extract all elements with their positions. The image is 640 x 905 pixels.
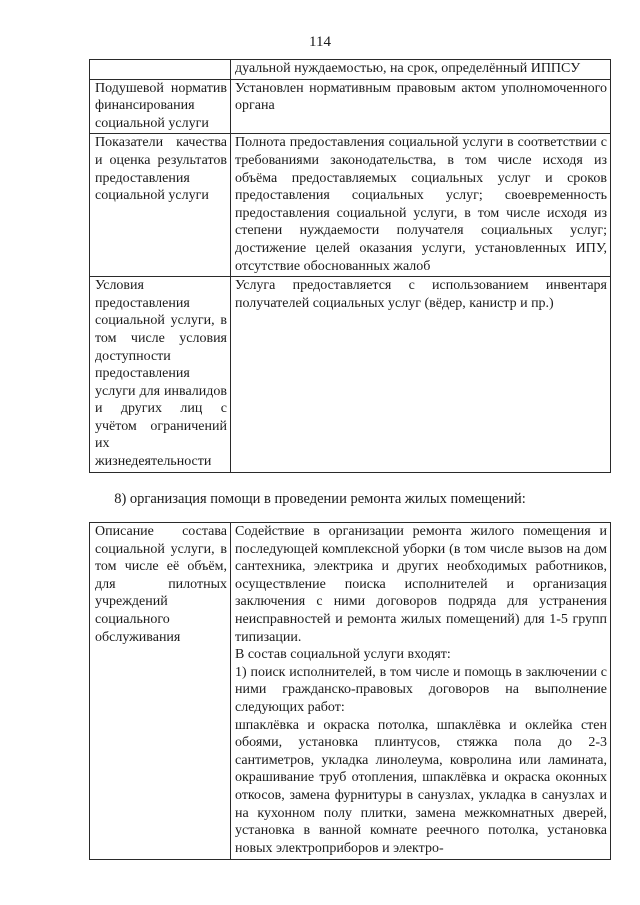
table-row <box>90 523 611 860</box>
table-row <box>90 134 611 277</box>
paragraph: шпаклёвка и окраска потолка, шпаклёвка и оклейка стен обоями, установка плинтусов, стяжка пола до 2-3 сантиметров, укладка линолеума, ковролина или ламината, окрашивание труб отопления, шпаклёвка и окраска оконных откосов, замена фурнитуры в санузлах, укладка в санузлах и на кухонном полу плитки, замена межкомнатных дверей, установка в ванной комнате реечного потолка, установка новых электроприборов и электро- <box>235 717 607 856</box>
row-label <box>90 60 231 80</box>
row-content-funding-norm: Установлен нормативным правовым актом уполномоченного органа <box>231 79 611 134</box>
service-table-repair <box>89 522 611 860</box>
row-label-quality-indicators: Показатели качества и оценка результатов предоставления социальной услуги <box>90 134 231 277</box>
row-content-description <box>231 523 611 860</box>
row-content-quality-indicators: Полнота предоставления социальной услуги в соответствии с требованиями законодательства, в том числе исходя из объёма предоставляемых социальных услуг и сроков предоставления социальных услуг; своевременность предоставления социальной услуги, в том числе исходя из степени нуждаемости получателя социальных услуг; достижение целей оказания услуги, установленных ИПУ, отсутствие обоснованных жалоб <box>231 134 611 277</box>
row-content: дуальной нуждаемостью, на срок, определённый ИППСУ <box>231 60 611 80</box>
row-label-description: Описание состава социальной услуги, в том числе её объём, для пилотных учреждений социального обслуживания <box>90 523 231 860</box>
paragraph: В состав социальной услуги входят: <box>235 647 451 663</box>
table-row <box>90 79 611 134</box>
section-heading: 8) организация помощи в проведении ремонта жилых помещений: <box>114 491 526 507</box>
row-label-conditions: Условия предоставления социальной услуги, в том числе условия доступности предоставления услуги для инвалидов и других лиц с учётом ограничений их жизнедеятельности <box>90 277 231 473</box>
table-row <box>90 277 611 473</box>
row-content-conditions: Услуга предоставляется с использованием инвентаря получателей социальных услуг (вёдер, канистр и пр.) <box>231 277 611 473</box>
table-row <box>90 60 611 80</box>
service-table-continued <box>89 59 611 473</box>
paragraph: Содействие в организации ремонта жилого помещения и последующей комплексной уборки (в том числе вызов на дом сантехника, электрика и других необходимых работников, осуществление поиска исполнителей и организация заключения с ними договоров подряда для устранения неисправностей и ремонта жилых помещений) для 1-5 групп типизации. <box>235 524 607 645</box>
row-label-funding-norm: Подушевой норматив финансирования социальной услуги <box>90 79 231 134</box>
paragraph: 1) поиск исполнителей, в том числе и помощь в заключении с ними гражданско-правовых договоров на выполнение следующих работ: <box>235 664 607 715</box>
page-number: 114 <box>309 34 331 50</box>
